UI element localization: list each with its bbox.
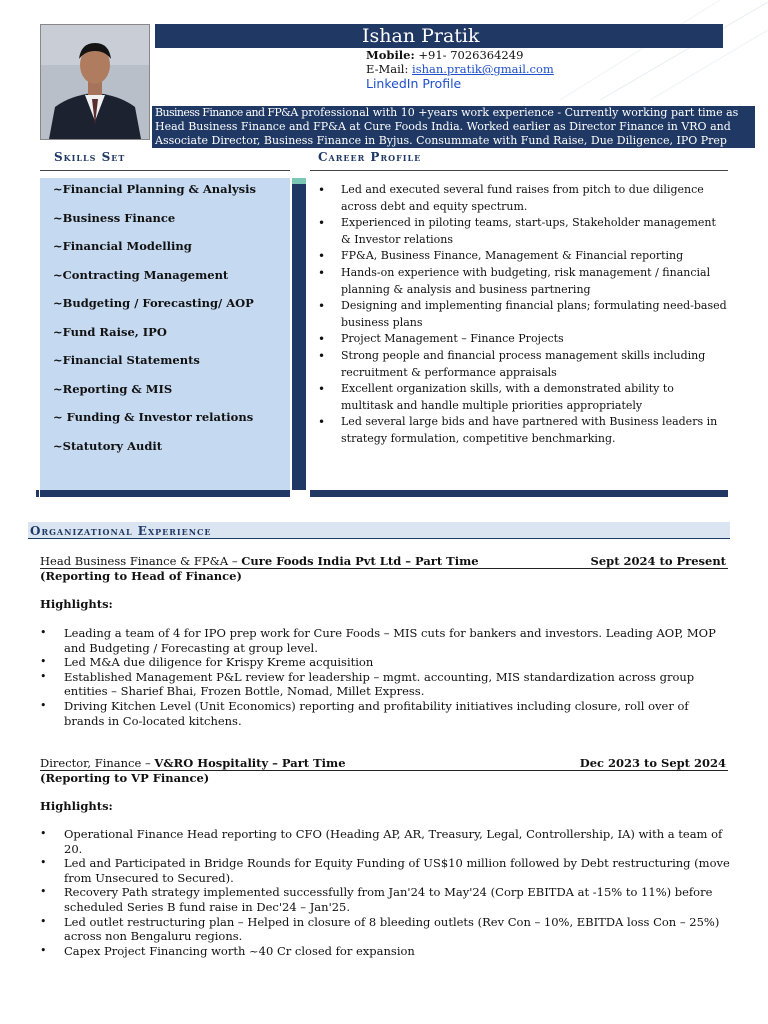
vertical-divider-bar (292, 178, 306, 490)
mobile-label: Mobile: (366, 48, 415, 62)
candidate-name: Ishan Pratik (362, 25, 480, 47)
divider-accent (292, 178, 306, 184)
career-divider (310, 170, 728, 171)
highlight-item: • Established Management P&L review for leadership – mgmt. accounting, MIS standardization across group entities – Sharief Bhai, Frozen Bottle, Nomad, Millet Express. (40, 670, 730, 699)
job-highlights (40, 626, 730, 728)
career-item: • Designing and implementing financial plans; formulating need-based business plans (316, 298, 728, 331)
skill-item: ~Fund Raise, IPO (53, 324, 167, 339)
career-item: • Project Management – Finance Projects (316, 331, 728, 348)
job-title-line (40, 554, 728, 569)
highlight-item: • Driving Kitchen Level (Unit Economics) reporting and profitability initiatives including closure, roll over of brands in Co-located kitchens. (40, 699, 730, 728)
career-item: • Experienced in piloting teams, start-ups, Stakeholder management & Investor relations (316, 215, 728, 248)
career-item: • Hands-on experience with budgeting, risk management / financial planning & analysis and business partnering (316, 265, 728, 298)
job-company: Cure Foods India Pvt Ltd – Part Time (241, 554, 479, 568)
skills-bottom-bar (40, 490, 290, 497)
profile-photo (40, 24, 150, 140)
highlight-item: • Led M&A due diligence for Krispy Kreme acquisition (40, 655, 730, 670)
skills-divider (40, 170, 290, 171)
skill-item: ~Business Finance (53, 210, 176, 225)
skill-item: ~Financial Statements (53, 353, 200, 367)
skills-list (40, 178, 290, 467)
career-item: • Led several large bids and have partnered with Business leaders in strategy formulation, competitive benchmarking. (316, 414, 728, 447)
job-dates: Sept 2024 to Present (590, 554, 726, 568)
skills-panel (40, 178, 290, 490)
highlights-label: Highlights: (40, 597, 113, 611)
summary-text: professional with 10 +years work experience - Currently working part time as Head Business Finance and FP&A at Cure Foods India. Worked earlier as Director Finance in VRO and Associate Director, Business Finance in Byjus. Consummate with Fund Raise, Due Diligence, IPO Prep work (155, 106, 739, 161)
job-title: Head Business Finance & FP&A – (40, 554, 242, 568)
decorative-lines (560, 0, 768, 100)
email-link[interactable]: ishan.pratik@gmail.com (412, 62, 554, 76)
mobile-line (366, 48, 523, 62)
career-item: • Led and executed several fund raises from pitch to due diligence across debt and equity spectrum. (316, 182, 728, 215)
skill-item: ~ Funding & Investor relations (53, 410, 254, 424)
email-label: E-Mail: (366, 62, 409, 76)
highlight-item: • Led outlet restructuring plan – Helped in closure of 8 bleeding outlets (Rev Con – 10%, EBITDA loss Con – 25%) across non Bengaluru regions. (40, 915, 730, 944)
mobile-value: +91- 7026364249 (414, 48, 524, 62)
email-line (366, 62, 554, 76)
highlight-item: • Leading a team of 4 for IPO prep work for Cure Foods – MIS cuts for bankers and investors. Leading AOP, MOP and Budgeting / Forecasting at group level. (40, 626, 730, 655)
summary-lead: Business Finance and FP&A (155, 106, 298, 119)
career-item: • Strong people and financial process management skills including recruitment & performance appraisals (316, 348, 728, 381)
highlight-item: • Capex Project Financing worth ~40 Cr closed for expansion (40, 944, 730, 959)
skills-heading: Skills Set (54, 150, 126, 164)
job-reporting: (Reporting to Head of Finance) (40, 569, 242, 583)
skill-item: ~Budgeting / Forecasting/ AOP (53, 296, 254, 310)
skill-item: ~Financial Modelling (53, 239, 192, 253)
highlight-item: • Led and Participated in Bridge Rounds for Equity Funding of US$10 million followed by Debt restructuring (move from Unsecured to Secured). (40, 856, 730, 885)
left-edge-mark (36, 490, 39, 497)
skill-item: ~Financial Planning & Analysis (53, 182, 256, 196)
job-title: Director, Finance – (40, 756, 155, 770)
job-reporting: (Reporting to VP Finance) (40, 771, 210, 785)
career-heading: Career Profile (318, 150, 422, 164)
highlights-label: Highlights: (40, 799, 113, 813)
experience-heading: Organizational Experience (30, 524, 212, 538)
job-highlights (40, 827, 730, 958)
career-item: • Excellent organization skills, with a demonstrated ability to multitask and handle multiple priorities appropriately (316, 381, 728, 414)
career-list (316, 182, 728, 448)
skill-item: ~Contracting Management (53, 267, 229, 282)
experience-divider (28, 538, 730, 539)
highlight-item: • Recovery Path strategy implemented successfully from Jan'24 to May'24 (Corp EBITDA at -15% to 11%) before scheduled Series B fund raise in Dec'24 – Jan'25. (40, 885, 730, 914)
skill-item: ~Reporting & MIS (53, 381, 173, 396)
job-company: V&RO Hospitality – Part Time (154, 756, 346, 770)
job-dates: Dec 2023 to Sept 2024 (579, 756, 726, 770)
highlight-item: • Operational Finance Head reporting to CFO (Heading AP, AR, Treasury, Legal, Controllership, IA) with a team of 20. (40, 827, 730, 856)
career-item: • FP&A, Business Finance, Management & Financial reporting (316, 248, 728, 265)
linkedin-link[interactable]: LinkedIn Profile (366, 76, 462, 91)
skill-item: ~Statutory Audit (53, 438, 163, 453)
career-bottom-bar (310, 490, 728, 497)
name-banner (155, 24, 723, 48)
job-title-line (40, 756, 728, 771)
